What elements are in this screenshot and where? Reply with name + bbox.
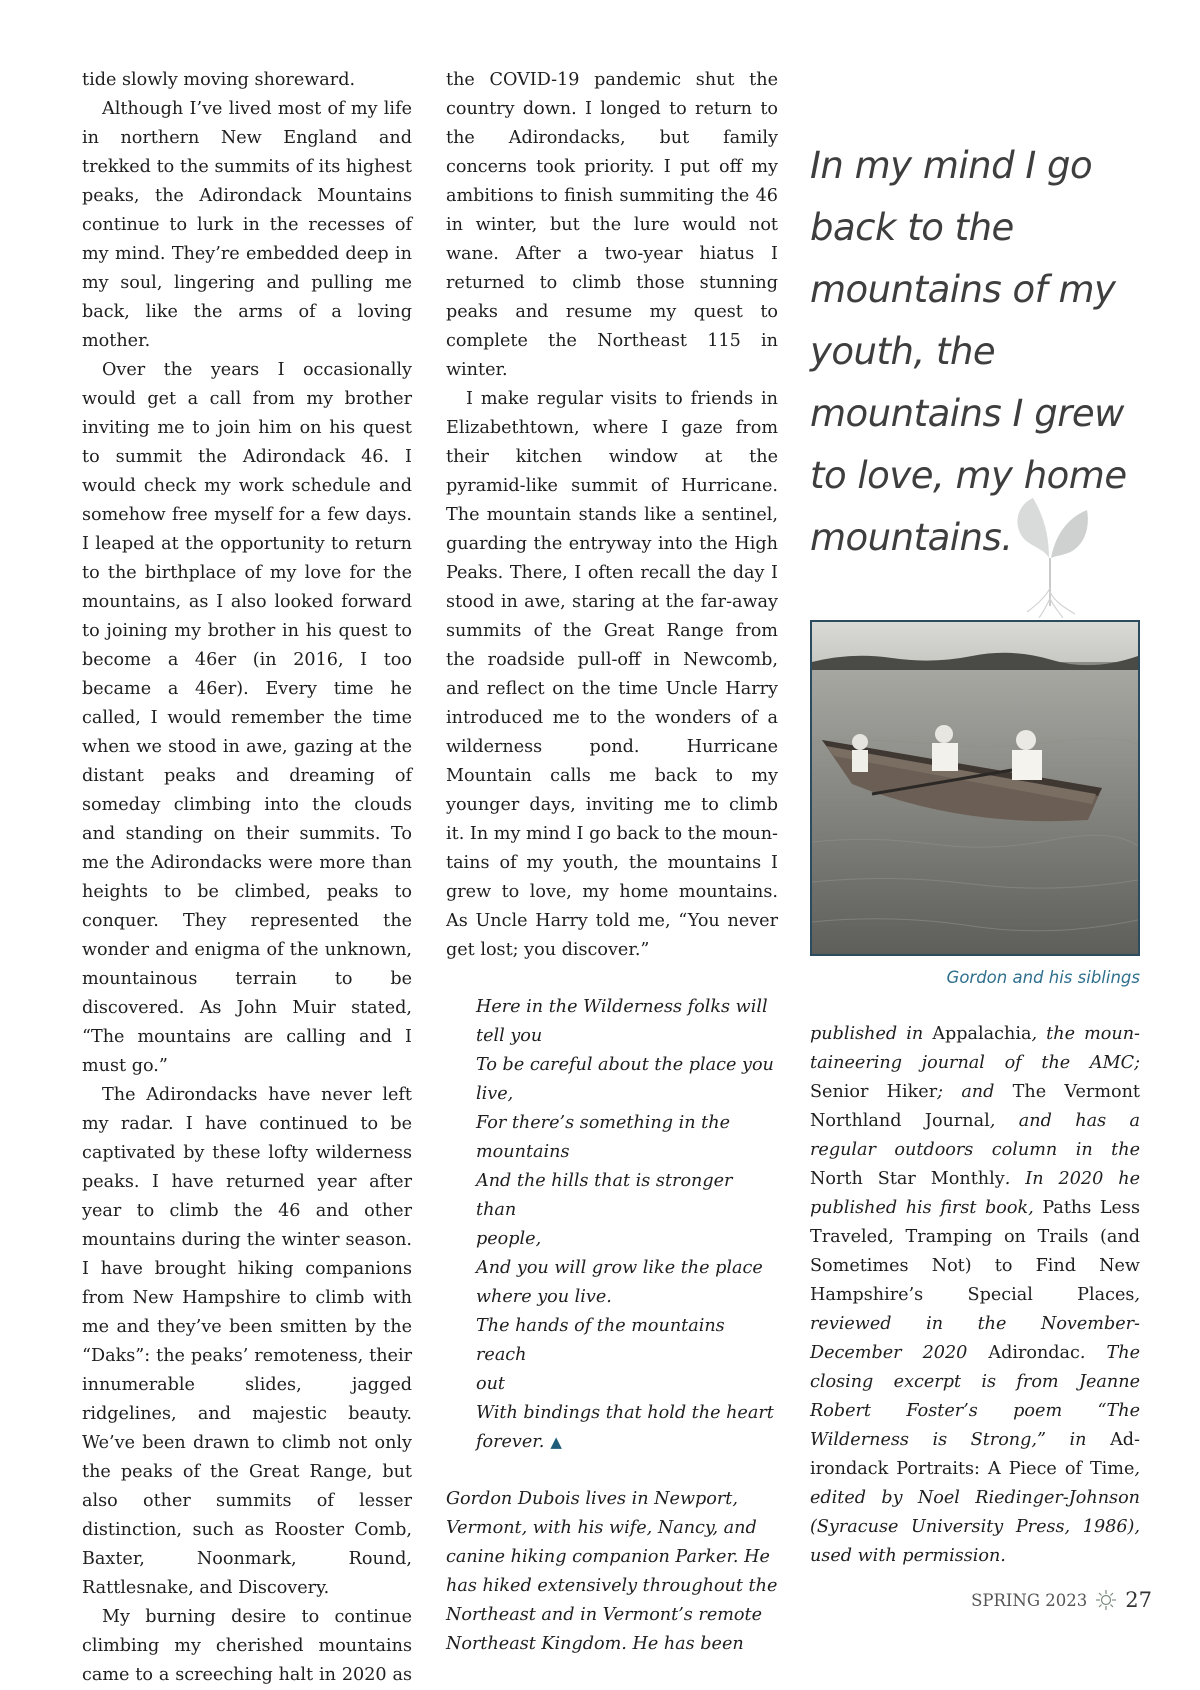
publication-title: Senior Hiker	[810, 1082, 938, 1102]
bio-text: . In 2020 he published his first book,	[810, 1169, 1141, 1218]
publication-title: Adirondack Portraits: A Piece of Time	[810, 1430, 1140, 1479]
publication-title: The Vermont Northland Journal	[810, 1082, 1140, 1131]
poem-line: tell you	[476, 1026, 543, 1046]
poem-line: To be careful about the place you	[476, 1055, 774, 1075]
paragraph: Although I’ve lived most of my life in northern New England and trekked to the summits of its highest peaks, the Adirondack Mountains continue to lurk in the recesses of my mind. They’re embedded deep in my soul, lingering and pulling me back, like the arms of a loving mother.	[82, 99, 412, 351]
publication-title: North Star Monthly	[810, 1169, 1005, 1189]
publication-title: Adirondac	[988, 1343, 1080, 1363]
paragraph: My burning desire to continue climbing my cherished mountains came to a screeching halt in 2020 as	[82, 1607, 412, 1685]
pull-quote: In my mind I go back to the mountains of my youth, the mountains I grew to love, my home mountains.	[810, 144, 1127, 559]
bio-text: , reviewed in the November-December 2020	[810, 1285, 1140, 1363]
bio-text: , the mountaineering journal of the AMC;	[810, 1024, 1140, 1073]
poem-line: With bindings that hold the heart	[476, 1403, 774, 1423]
poem-line: forever. ▲	[476, 1432, 562, 1452]
author-bio: Gordon Dubois lives in Newport, Vermont, with his wife, Nancy, and canine hiking companion Parker. He has hiked extensively throughout the Northeast and in Vermont’s remote Northeast Kingdom. He has been	[446, 1489, 778, 1654]
poem-line: And the hills that is stronger than	[476, 1171, 733, 1220]
bio-text: , edited by Noel Riedinger-Johnson (Syracuse University Press, 1986), used with permission.	[810, 1459, 1140, 1566]
end-triangle-icon: ▲	[550, 1433, 562, 1451]
poem-line: where you live.	[476, 1287, 612, 1307]
sprout-icon	[1005, 488, 1095, 618]
photo-caption: Gordon and his siblings	[946, 968, 1140, 987]
paragraph: Over the years I occasionally would get a call from my brother inviting me to join him on his quest to summit the Adirondack 46. I would check my work schedule and somehow free myself for a few days. I leaped at the opportunity to return to the birthplace of my love for the mountains, as I also looked forward to joining my brother in his quest to become a 46er (in 2016, I too became a 46er). Every time he called, I would remember the time when we stood in awe, gazing at the distant peaks and dreaming of someday climbing into the clouds and standing on their summits. To me the Adirondacks were more than heights to be climbed, peaks to conquer. They represented the wonder and enigma of the unknown, mountainous terrain to be discovered. As John Muir stated, “The mountains are calling and I must go.”	[82, 360, 412, 1076]
article-column-2	[446, 66, 778, 1659]
poem-excerpt	[476, 993, 778, 1457]
poem-line: Here in the Wilderness folks will	[476, 997, 768, 1017]
poem-line: For there’s something in the	[476, 1113, 730, 1133]
poem-line: mountains	[476, 1142, 570, 1162]
paragraph: I make regular visits to friends in Elizabethtown, where I gaze from their kitchen window at the pyramid-like summit of Hurricane. The mountain stands like a sentinel, guarding the entryway into the High Peaks. There, I often recall the day I stood in awe, staring at the far-away summits of the Great Range from the roadside pull-off in Newcomb, and reflect on the time Uncle Harry introduced me to the wonders of a wilderness pond. Hurricane Mountain calls me back to my younger days, inviting me to climb it. In my mind I go back to the mountains of my youth, the mountains I grew to love, my home mountains. As Uncle Harry told me, “You never get lost; you discover.”	[446, 389, 778, 960]
article-column-3	[810, 1020, 1140, 1571]
poem-line: The hands of the mountains reach	[476, 1316, 725, 1365]
author-bio-continued	[810, 1020, 1140, 1571]
publication-title: Appalachia	[932, 1024, 1032, 1044]
paragraph: tide slowly moving shoreward.	[82, 70, 356, 90]
article-column-1	[82, 66, 412, 1690]
page-number: 27	[1125, 1588, 1152, 1612]
issue-label: SPRING 2023	[971, 1590, 1088, 1610]
bio-text: . The closing excerpt is from Jeanne Robert Foster’s poem “The Wilderness is Strong,” in	[810, 1343, 1140, 1450]
poem-line: And you will grow like the place	[476, 1258, 763, 1278]
sun-icon	[1095, 1589, 1117, 1611]
poem-line: live,	[476, 1084, 514, 1104]
paragraph: The Adirondacks have never left my radar. I have continued to be captivated by these lofty wilderness peaks. I have returned year after year to climb the 46 and other mountains during the winter season. I have brought hiking companions from New Hampshire to climb with me and they’ve been smitten by the “Daks”: the peaks’ remoteness, their innumerable slides, jagged ridgelines, and majestic beauty. We’ve been drawn to climb not only the peaks of the Great Range, but also other summits of lesser distinction, such as Rooster Comb, Baxter, Noonmark, Round, Rattlesnake, and Discovery.	[82, 1085, 412, 1598]
bio-text: , and has a regular outdoors column in the	[810, 1111, 1141, 1160]
bio-text: published in	[810, 1024, 933, 1044]
bio-text: ; and	[937, 1082, 1013, 1102]
photo-boat-siblings	[810, 620, 1140, 956]
poem-line: out	[476, 1374, 505, 1394]
publication-title: Paths Less Traveled, Tramping on Trails (and Sometimes Not) to Find New Hampshire’s Special Places	[810, 1198, 1140, 1305]
poem-line: people,	[476, 1229, 542, 1249]
paragraph: the COVID-19 pandemic shut the country down. I longed to return to the Adirondacks, but family concerns took priority. I put off my ambitions to finish summiting the 46 in winter, but the lure would not wane. After a two-year hiatus I returned to climb those stunning peaks and resume my quest to complete the Northeast 115 in winter.	[446, 70, 778, 380]
page-footer	[971, 1588, 1152, 1612]
